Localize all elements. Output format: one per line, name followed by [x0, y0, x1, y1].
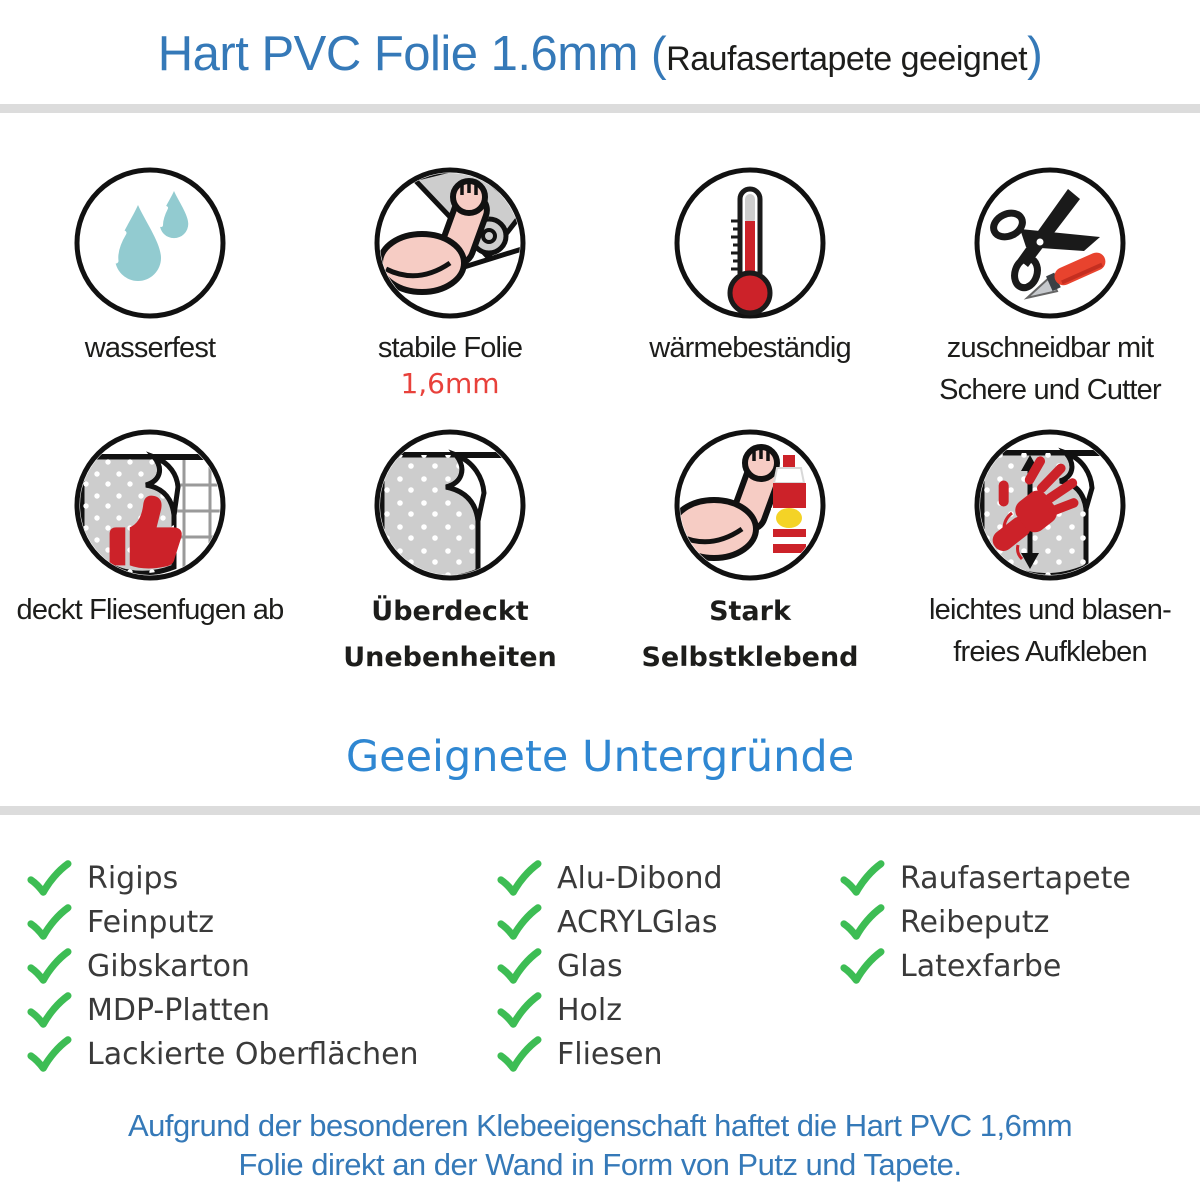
feature-caption: wasserfest — [84, 332, 216, 364]
surface-label: Raufasertapete — [900, 860, 1131, 896]
surface-item — [495, 988, 723, 1032]
surface-item — [25, 944, 419, 988]
surface-label: ACRYLGlas — [557, 904, 718, 940]
surface-item — [838, 900, 1131, 944]
feature-caption: Schere und Cutter — [939, 374, 1161, 406]
surfaces-column-2 — [495, 856, 723, 1076]
surface-label: Alu-Dibond — [557, 860, 723, 896]
water-drops-icon — [70, 163, 230, 323]
title-paren-open: ( — [651, 27, 667, 80]
scissors-cutter-icon — [970, 163, 1130, 323]
page-title-main: Hart PVC Folie 1.6mm — [157, 27, 652, 81]
foil-cover-icon — [370, 425, 530, 585]
check-icon — [495, 860, 543, 896]
surface-item — [495, 1032, 723, 1076]
surface-item — [495, 900, 723, 944]
feature-caption: zuschneidbar mit — [946, 332, 1154, 364]
title-paren-close: ) — [1027, 27, 1043, 80]
surface-item — [25, 988, 419, 1032]
tile-joints-thumb-icon — [70, 425, 230, 585]
check-icon — [495, 992, 543, 1028]
check-icon — [495, 1036, 543, 1072]
surface-item — [838, 944, 1131, 988]
check-icon — [838, 860, 886, 896]
check-icon — [838, 904, 886, 940]
adhesion-note-line2: Folie direkt an der Wand in Form von Putz und Tapete. — [238, 1147, 962, 1182]
surface-label: Feinputz — [87, 904, 214, 940]
surface-label: Glas — [557, 948, 623, 984]
feature-caption: stabile Folie — [377, 332, 523, 364]
check-icon — [25, 904, 73, 940]
adhesion-note-line1: Aufgrund der besonderen Klebeeigenschaft haftet die Hart PVC 1,6mm — [127, 1108, 1073, 1143]
surface-label: MDP-Platten — [87, 992, 271, 1028]
surfaces-column-1 — [25, 856, 419, 1076]
check-icon — [495, 904, 543, 940]
surface-label: Reibeputz — [900, 904, 1050, 940]
surface-item — [25, 856, 419, 900]
page-title-sub: Raufasertapete geeignet — [666, 40, 1028, 78]
feature-waermebestaendig — [600, 163, 900, 425]
feature-wasserfest — [0, 163, 300, 425]
thermometer-icon — [670, 163, 830, 323]
feature-caption: Selbstklebend — [641, 642, 859, 673]
surface-item — [495, 944, 723, 988]
adhesion-note — [0, 1106, 1200, 1184]
feature-thickness-label: 1,6mm — [400, 367, 500, 400]
feature-caption: leichtes und blasen- — [929, 594, 1171, 626]
surface-label: Rigips — [87, 860, 179, 896]
feature-caption: freies Aufkleben — [953, 636, 1147, 668]
muscle-foil-icon — [370, 163, 530, 323]
check-icon — [25, 992, 73, 1028]
hand-smoothing-icon — [970, 425, 1130, 585]
check-icon — [495, 948, 543, 984]
surface-item — [25, 1032, 419, 1076]
feature-fliesenfugen — [0, 425, 300, 687]
surface-label: Latexfarbe — [900, 948, 1062, 984]
feature-zuschneidbar — [900, 163, 1200, 425]
feature-stabile-folie — [300, 163, 600, 425]
check-icon — [838, 948, 886, 984]
feature-caption: deckt Fliesenfugen ab — [16, 594, 284, 626]
surface-item — [838, 856, 1131, 900]
check-icon — [25, 1036, 73, 1072]
surface-label: Gibskarton — [87, 948, 250, 984]
feature-aufkleben — [900, 425, 1200, 687]
glue-muscle-icon — [670, 425, 830, 585]
feature-caption: Überdeckt — [371, 596, 529, 627]
surface-label: Holz — [557, 992, 622, 1028]
page-title — [0, 26, 1200, 82]
feature-selbstklebend — [600, 425, 900, 687]
check-icon — [25, 860, 73, 896]
feature-caption: Unebenheiten — [343, 642, 557, 673]
feature-grid — [0, 163, 1200, 687]
surfaces-heading: Geeignete Untergründe — [345, 732, 855, 782]
surface-item — [495, 856, 723, 900]
feature-caption: wärmebeständig — [649, 332, 851, 364]
surfaces-column-3 — [838, 856, 1131, 988]
surface-item — [25, 900, 419, 944]
divider-bar-top — [0, 104, 1200, 113]
surface-label: Lackierte Oberflächen — [87, 1036, 419, 1072]
divider-bar-bottom — [0, 806, 1200, 815]
feature-ueberdeckt — [300, 425, 600, 687]
feature-caption: Stark — [709, 596, 791, 627]
check-icon — [25, 948, 73, 984]
surface-label: Fliesen — [557, 1036, 663, 1072]
